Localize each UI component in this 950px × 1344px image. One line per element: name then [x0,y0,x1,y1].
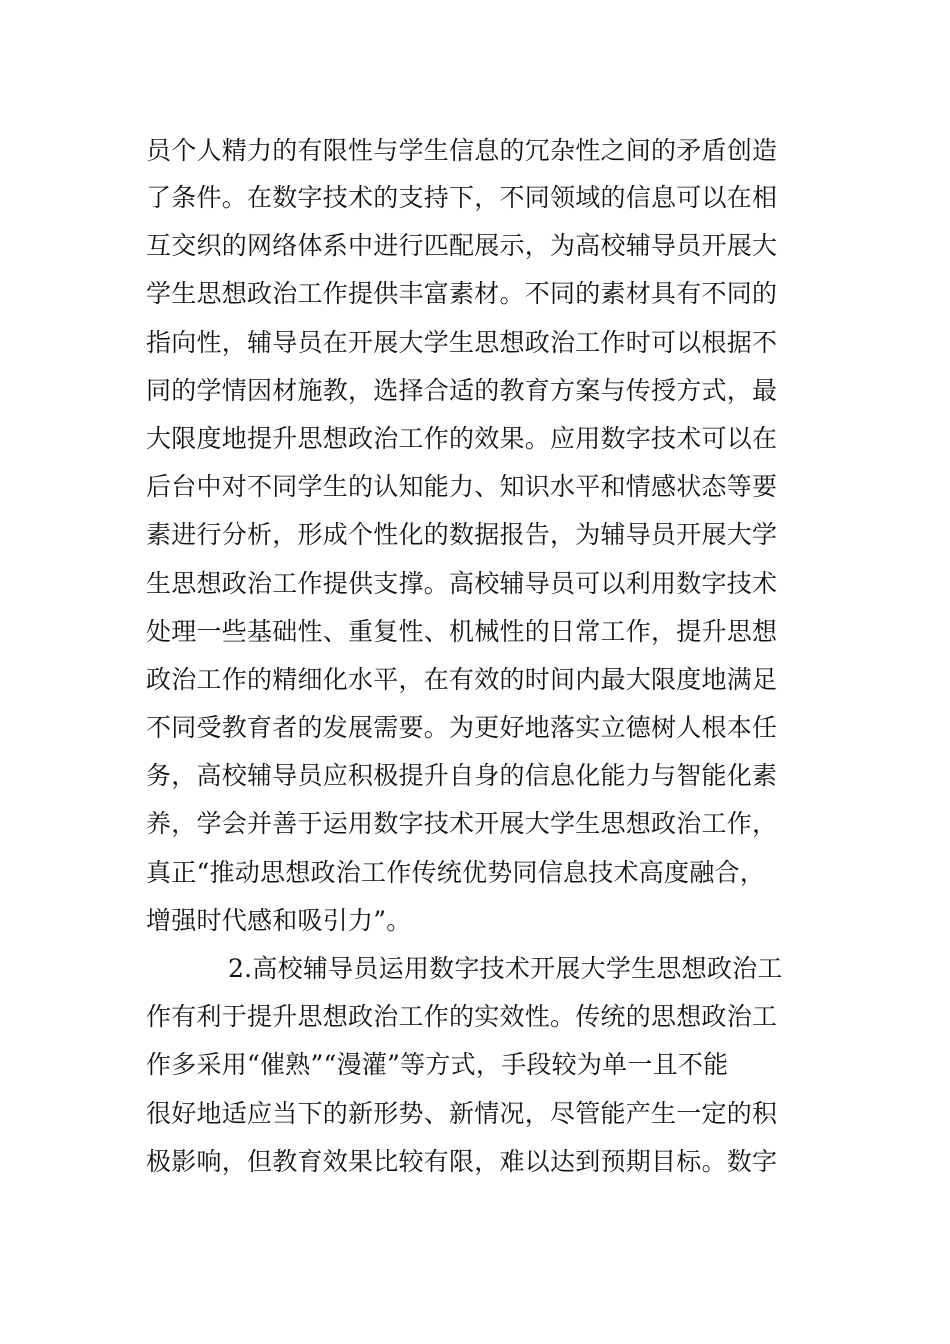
text-line: 指向性，辅导员在开展大学生思想政治工作时可以根据不 [146,327,778,357]
text-line: 很好地适应当下的新形势、新情况，尽管能产生一定的积 [146,1098,778,1128]
text-line: 互交织的网络体系中进行匹配展示，为高校辅导员开展大 [146,231,778,261]
text-line: 处理一些基础性、重复性、机械性的日常工作，提升思想 [146,616,778,646]
body-text [146,127,806,1186]
text-line: 不同受教育者的发展需要。为更好地落实立德树人根本任 [146,713,778,743]
paragraph [146,127,806,945]
text-line: 素进行分析，形成个性化的数据报告，为辅导员开展大学 [146,520,778,550]
text-line: 2.高校辅导员运用数字技术开展大学生思想政治工 [228,954,783,983]
text-line: 大限度地提升思想政治工作的效果。应用数字技术可以在 [146,423,778,453]
text-line: 生思想政治工作提供支撑。高校辅导员可以利用数字技术 [146,568,778,598]
text-line: 同的学情因材施教，选择合适的教育方案与传授方式，最 [146,375,778,405]
text-line: 政治工作的精细化水平，在有效的时间内最大限度地满足 [146,664,778,694]
text-line: 作有利于提升思想政治工作的实效性。传统的思想政治工 [146,1002,778,1032]
text-line: 后台中对不同学生的认知能力、知识水平和情感状态等要 [146,472,778,502]
text-line: 了条件。在数字技术的支持下，不同领域的信息可以在相 [146,183,778,212]
text-line: 真正“推动思想政治工作传统优势同信息技术高度融合， [146,857,766,887]
text-line: 务，高校辅导员应积极提升自身的信息化能力与智能化素 [146,761,778,791]
text-line: 员个人精力的有限性与学生信息的冗杂性之间的矛盾创造 [146,136,778,165]
text-line: 极影响，但教育效果比较有限，难以达到预期目标。数字 [146,1146,778,1176]
paragraph [146,945,806,1186]
text-line: 增强时代感和吸引力”。 [146,905,412,935]
text-line: 作多采用“催熟”“漫灌”等方式，手段较为单一且不能 [146,1050,729,1080]
text-line: 养，学会并善于运用数字技术开展大学生思想政治工作， [146,809,778,839]
text-line: 学生思想政治工作提供丰富素材。不同的素材具有不同的 [146,279,778,309]
